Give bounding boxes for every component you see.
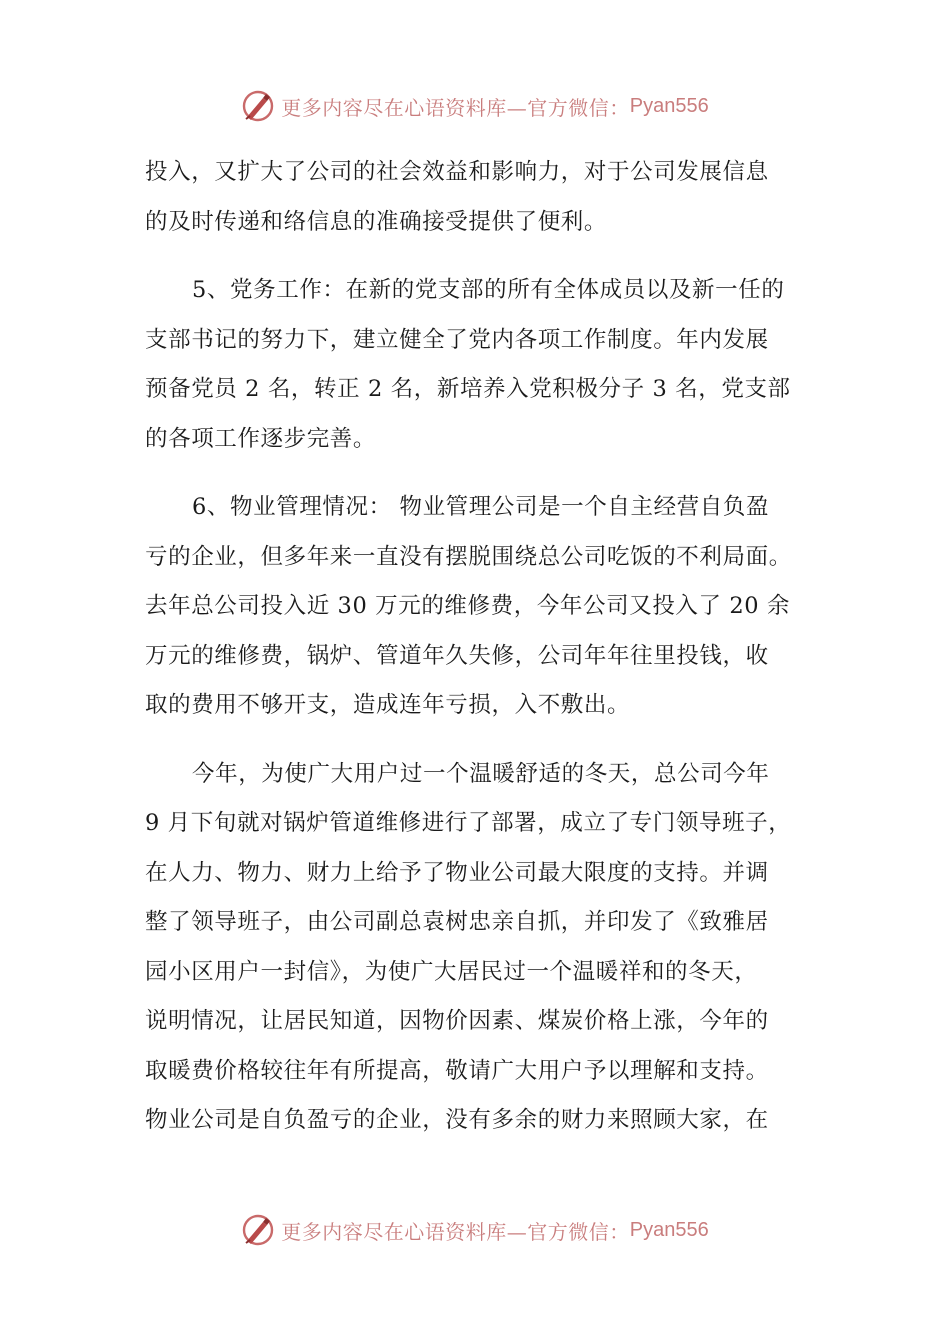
paragraph-line: 取暖费价格较往年有所提高，敬请广大用户予以理解和支持。	[145, 1057, 769, 1084]
paragraph-line: 的及时传递和络信息的准确接受提供了便利。	[145, 208, 608, 235]
watermark-text: 更多内容尽在心语资料库—官方微信：	[281, 1219, 630, 1244]
header-watermark	[0, 84, 950, 128]
paragraph-line: 6、物业管理情况： 物业管理公司是一个自主经营自负盈	[192, 494, 770, 520]
paragraph	[145, 266, 810, 464]
paragraph-line: 9 月下旬就对锅炉管道维修进行了部署，成立了专门领导班子，	[145, 810, 792, 836]
paragraph-line: 物业公司是自负盈亏的企业，没有多余的财力来照顾大家，在	[145, 1107, 769, 1133]
paragraph-line: 5、党务工作：在新的党支部的所有全体成员以及新一任的	[192, 277, 785, 303]
watermark-wechat-id: Pyan556	[629, 1218, 709, 1241]
document-body	[145, 148, 810, 1146]
pen-circle-logo-icon	[241, 1213, 275, 1247]
pen-circle-logo-icon	[241, 89, 275, 123]
paragraph-line: 取的费用不够开支，造成连年亏损，入不敷出。	[145, 692, 631, 718]
paragraph	[145, 483, 810, 731]
paragraph-line: 整了领导班子，由公司副总袁树忠亲自抓，并印发了《致雅居	[145, 909, 769, 935]
paragraph-line: 万元的维修费，锅炉、管道年久失修，公司年年往里投钱，收	[145, 642, 769, 669]
watermark-wechat-id: Pyan556	[629, 94, 709, 117]
paragraph-line: 园小区用户一封信》，为使广大居民过一个温暖祥和的冬天，	[145, 958, 758, 985]
paragraph-line: 预备党员 2 名，转正 2 名，新培养入党积极分子 3 名，党支部	[145, 376, 791, 402]
paragraph-line: 在人力、物力、财力上给予了物业公司最大限度的支持。并调	[145, 859, 769, 886]
paragraph	[145, 750, 810, 1146]
watermark-text: 更多内容尽在心语资料库—官方微信：	[281, 95, 630, 120]
paragraph-line: 支部书记的努力下，建立健全了党内各项工作制度。年内发展	[145, 326, 769, 353]
paragraph-line: 去年总公司投入近 30 万元的维修费，今年公司又投入了 20 余	[145, 593, 791, 619]
paragraph-line: 投入，又扩大了公司的社会效益和影响力，对于公司发展信息	[145, 159, 769, 185]
paragraph-line: 亏的企业，但多年来一直没有摆脱围绕总公司吃饭的不利局面。	[145, 543, 792, 570]
paragraph	[145, 148, 810, 247]
paragraph-line: 的各项工作逐步完善。	[145, 425, 377, 452]
paragraph-line: 说明情况，让居民知道，因物价因素、煤炭价格上涨，今年的	[145, 1008, 769, 1034]
paragraph-line: 今年，为使广大用户过一个温暖舒适的冬天，总公司今年	[192, 760, 770, 787]
footer-watermark	[0, 1208, 950, 1252]
